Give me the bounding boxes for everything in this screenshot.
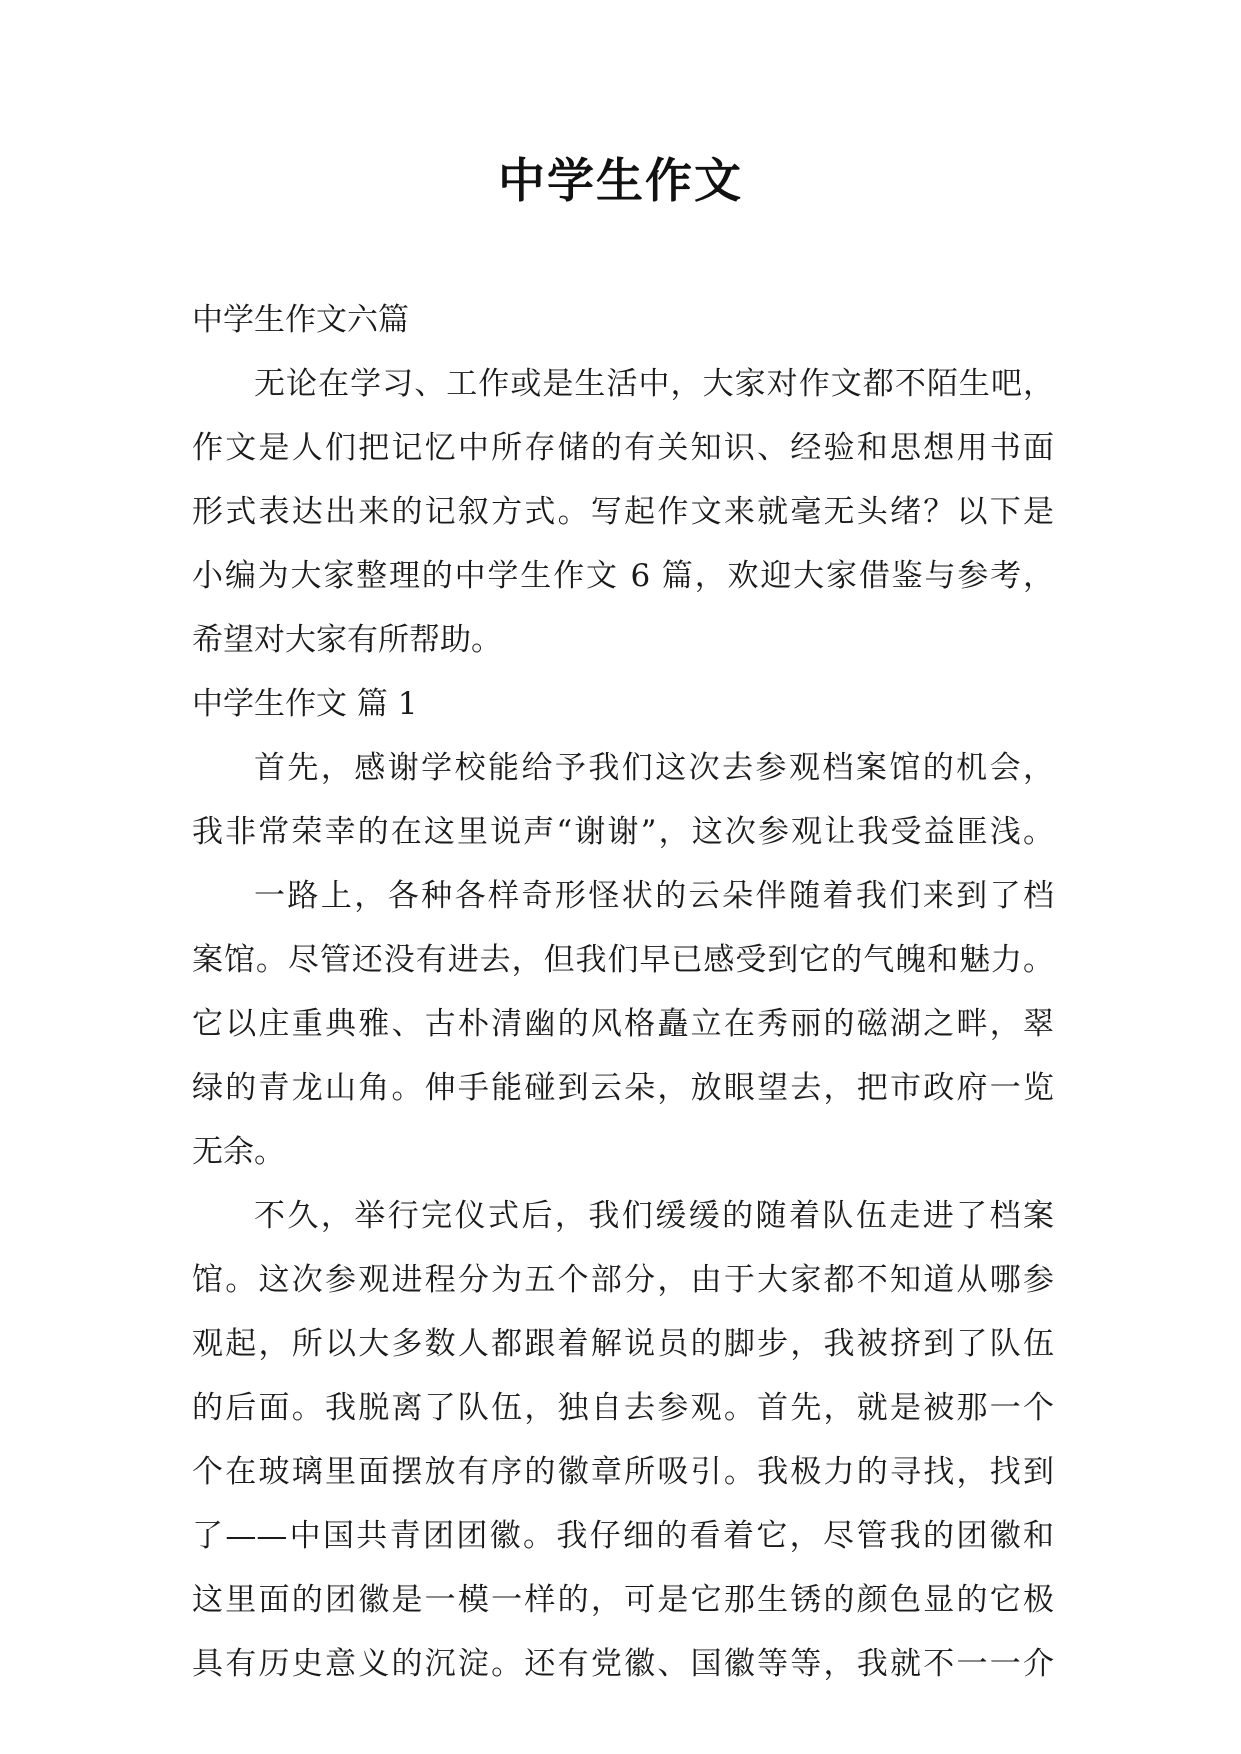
paragraph-line: 馆。这次参观进程分为五个部分，由于大家都不知道从哪参 (192, 1262, 1054, 1298)
paragraph-line: 无论在学习、工作或是生活中，大家对作文都不陌生吧， (254, 366, 1054, 402)
section-heading: 中学生作文 篇 1 (192, 686, 418, 722)
body-paragraph-2 (192, 864, 1054, 1184)
document-body (192, 288, 1054, 1696)
paragraph-line: 观起，所以大多数人都跟着解说员的脚步，我被挤到了队伍 (192, 1326, 1054, 1362)
paragraph-line: 了——中国共青团团徽。我仔细的看着它，尽管我的团徽和 (192, 1518, 1054, 1554)
paragraph-line: 作文是人们把记忆中所存储的有关知识、经验和思想用书面 (192, 430, 1054, 466)
document-title: 中学生作文 (498, 154, 743, 209)
paragraph-line: 一路上，各种各样奇形怪状的云朵伴随着我们来到了档 (254, 878, 1054, 914)
paragraph-line: 这里面的团徽是一模一样的，可是它那生锈的颜色显的它极 (192, 1582, 1054, 1618)
body-paragraph-1 (192, 736, 1054, 864)
paragraph-line: 它以庄重典雅、古朴清幽的风格矗立在秀丽的磁湖之畔，翠 (192, 1006, 1054, 1042)
paragraph-line: 绿的青龙山角。伸手能碰到云朵，放眼望去，把市政府一览 (192, 1070, 1054, 1106)
paragraph-line: 小编为大家整理的中学生作文 6 篇，欢迎大家借鉴与参考， (192, 558, 1054, 594)
paragraph-line: 不久，举行完仪式后，我们缓缓的随着队伍走进了档案 (254, 1198, 1054, 1234)
intro-paragraph (192, 352, 1054, 672)
paragraph-line: 案馆。尽管还没有进去，但我们早已感受到它的气魄和魅力。 (192, 942, 1054, 978)
paragraph-line: 无余。 (192, 1134, 285, 1170)
paragraph-line: 个在玻璃里面摆放有序的徽章所吸引。我极力的寻找，找到 (192, 1454, 1054, 1490)
paragraph-line: 希望对大家有所帮助。 (192, 622, 502, 658)
paragraph-line: 首先，感谢学校能给予我们这次去参观档案馆的机会， (254, 750, 1054, 786)
document-subtitle: 中学生作文六篇 (192, 302, 409, 338)
paragraph-line: 的后面。我脱离了队伍，独自去参观。首先，就是被那一个 (192, 1390, 1054, 1426)
paragraph-line: 具有历史意义的沉淀。还有党徽、国徽等等，我就不一一介 (192, 1646, 1054, 1682)
body-paragraph-3 (192, 1184, 1054, 1696)
paragraph-line: 我非常荣幸的在这里说声“谢谢”，这次参观让我受益匪浅。 (192, 814, 1054, 850)
paragraph-line: 形式表达出来的记叙方式。写起作文来就毫无头绪？以下是 (192, 494, 1054, 530)
